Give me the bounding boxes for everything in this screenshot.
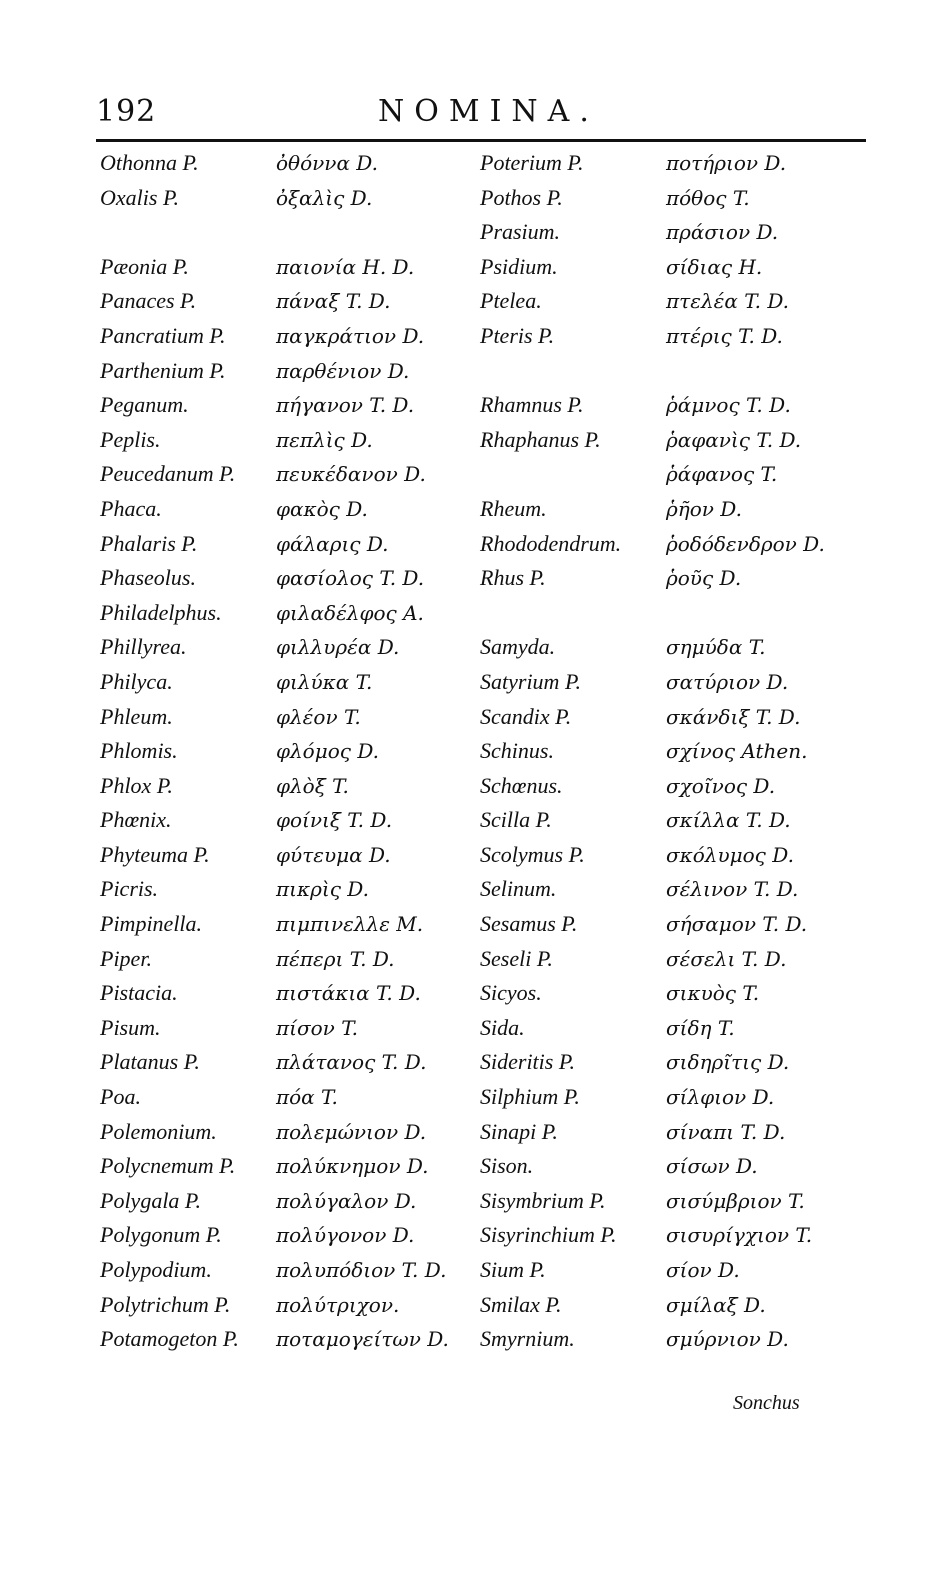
latin-name: Platanus P. bbox=[100, 1049, 200, 1075]
latin-name: Scolymus P. bbox=[480, 841, 585, 867]
greek-name: πάναξ T. D. bbox=[276, 289, 391, 314]
latin-name: Prasium. bbox=[480, 219, 561, 245]
entry-row bbox=[100, 838, 870, 873]
greek-name: σέσελι T. D. bbox=[666, 946, 787, 971]
entry-row bbox=[100, 250, 870, 285]
greek-name: φύτευμα D. bbox=[276, 842, 391, 867]
latin-name: Selinum. bbox=[480, 876, 557, 902]
entry-row bbox=[100, 803, 870, 838]
latin-name: Peucedanum P. bbox=[100, 461, 236, 487]
greek-name: πευκέδανον D. bbox=[276, 462, 426, 487]
greek-name: φακὸς D. bbox=[276, 496, 368, 521]
latin-name: Polemonium. bbox=[100, 1118, 217, 1144]
entry-row bbox=[100, 423, 870, 458]
greek-name: σίλφιον D. bbox=[666, 1085, 775, 1110]
entry-row bbox=[100, 1184, 870, 1219]
greek-name: φοίνιξ T. D. bbox=[276, 808, 393, 833]
latin-name: Philyca. bbox=[100, 668, 173, 694]
greek-name: σισυρίγχιον T. bbox=[666, 1223, 813, 1248]
greek-name: πολύγονον D. bbox=[276, 1223, 415, 1248]
greek-name: πόθος T. bbox=[666, 185, 750, 210]
latin-name: Philadelphus. bbox=[100, 599, 222, 625]
greek-name: σχίνος Athen. bbox=[666, 739, 808, 764]
entry-row bbox=[100, 1045, 870, 1080]
latin-name: Sium P. bbox=[480, 1257, 546, 1282]
greek-name: σχοῖνος D. bbox=[666, 773, 776, 798]
greek-name: ποταμογείτων D. bbox=[276, 1327, 449, 1352]
latin-name: Ptelea. bbox=[480, 288, 542, 314]
latin-name: Parthenium P. bbox=[100, 357, 226, 383]
greek-name: φάλαρις D. bbox=[276, 531, 389, 556]
entry-row bbox=[100, 1322, 870, 1357]
entry-row bbox=[100, 734, 870, 769]
greek-name: σμίλαξ D. bbox=[666, 1292, 766, 1317]
greek-name: φλὸξ T. bbox=[276, 773, 349, 798]
latin-name: Oxalis P. bbox=[100, 184, 180, 210]
entry-row bbox=[100, 354, 870, 389]
greek-name: φιλλυρέα D. bbox=[276, 635, 400, 660]
greek-name: σίναπι T. D. bbox=[666, 1119, 786, 1144]
page-number: 192 bbox=[96, 94, 157, 129]
latin-name: Sicyos. bbox=[480, 980, 542, 1006]
greek-name: ῥοδόδενδρον D. bbox=[666, 531, 825, 556]
greek-name: σκόλυμος D. bbox=[666, 842, 794, 867]
entry-row bbox=[100, 872, 870, 907]
greek-name: πιμπινελλε M. bbox=[276, 912, 424, 937]
latin-name: Poterium P. bbox=[480, 150, 584, 175]
greek-name: πολύκνημον D. bbox=[276, 1154, 429, 1179]
latin-name: Poa. bbox=[100, 1084, 141, 1110]
latin-name: Phalaris P. bbox=[100, 530, 198, 556]
greek-name: πράσιον D. bbox=[666, 220, 779, 245]
greek-name: σιδηρῖτις D. bbox=[666, 1050, 790, 1075]
entry-row bbox=[100, 146, 870, 181]
greek-name: σκάνδιξ T. D. bbox=[666, 704, 801, 729]
entry-row bbox=[100, 700, 870, 735]
latin-name: Seseli P. bbox=[480, 945, 553, 971]
latin-name: Othonna P. bbox=[100, 150, 199, 175]
latin-name: Phillyrea. bbox=[100, 634, 187, 660]
greek-name: παγκράτιον D. bbox=[276, 323, 425, 348]
greek-name: πολεμώνιον D. bbox=[276, 1119, 427, 1144]
greek-name: ῥῆον D. bbox=[666, 496, 742, 521]
latin-name: Sideritis P. bbox=[480, 1049, 575, 1075]
greek-name: σίσων D. bbox=[666, 1154, 758, 1179]
greek-name: ῥάμνος T. D. bbox=[666, 393, 791, 418]
greek-name: πίσον T. bbox=[276, 1015, 358, 1040]
greek-name: πόα T. bbox=[276, 1085, 338, 1110]
latin-name: Pteris P. bbox=[480, 322, 555, 348]
latin-name: Pancratium P. bbox=[100, 322, 226, 348]
greek-name: πτελέα T. D. bbox=[666, 289, 790, 314]
greek-name: ῥαφανὶς T. D. bbox=[666, 427, 802, 452]
greek-name: πολύγαλον D. bbox=[276, 1188, 417, 1213]
entry-row bbox=[100, 284, 870, 319]
latin-name: Pisum. bbox=[100, 1014, 161, 1040]
greek-name: πολύτριχον. bbox=[276, 1292, 400, 1317]
greek-name: σίδιας H. bbox=[666, 254, 763, 279]
greek-name: ποτήριον D. bbox=[666, 151, 787, 175]
entry-row bbox=[100, 319, 870, 354]
latin-name: Rhus P. bbox=[480, 565, 546, 591]
latin-name: Piper. bbox=[100, 945, 152, 971]
greek-name: φλόμος D. bbox=[276, 739, 379, 764]
latin-name: Pimpinella. bbox=[100, 911, 203, 937]
greek-name: πέπερι T. D. bbox=[276, 946, 395, 971]
entry-row bbox=[100, 561, 870, 596]
entry-row bbox=[100, 527, 870, 562]
latin-name: Picris. bbox=[100, 876, 159, 902]
entry-row bbox=[100, 976, 870, 1011]
latin-name: Rhododendrum. bbox=[480, 530, 622, 556]
latin-name: Phœnix. bbox=[100, 807, 172, 833]
greek-name: σίον D. bbox=[666, 1258, 740, 1282]
latin-name: Sisyrinchium P. bbox=[480, 1222, 617, 1248]
latin-name: Polygonum P. bbox=[100, 1222, 222, 1248]
greek-name: πιστάκια T. D. bbox=[276, 981, 421, 1006]
latin-name: Peganum. bbox=[100, 392, 189, 418]
greek-name: σκίλλα T. D. bbox=[666, 808, 791, 833]
entry-row bbox=[100, 1011, 870, 1046]
latin-name: Potamogeton P. bbox=[100, 1326, 239, 1352]
entry-row bbox=[100, 388, 870, 423]
entry-row bbox=[100, 1115, 870, 1150]
greek-name: σήσαμον T. D. bbox=[666, 912, 808, 937]
greek-name: σέλινον T. D. bbox=[666, 877, 799, 902]
entry-row bbox=[100, 907, 870, 942]
greek-name: φασίολος T. D. bbox=[276, 566, 425, 591]
latin-name: Phlomis. bbox=[100, 738, 178, 764]
greek-name: πολυπόδιον T. D. bbox=[276, 1258, 447, 1282]
greek-name: σίδη T. bbox=[666, 1015, 735, 1040]
entry-row bbox=[100, 1288, 870, 1323]
entry-row bbox=[100, 215, 870, 250]
entry-row bbox=[100, 596, 870, 631]
latin-name: Sinapi P. bbox=[480, 1118, 558, 1144]
greek-name: παρθένιον D. bbox=[276, 358, 410, 383]
greek-name: ῥάφανος T. bbox=[666, 462, 778, 487]
greek-name: πεπλὶς D. bbox=[276, 427, 373, 452]
greek-name: φιλύκα T. bbox=[276, 669, 373, 694]
greek-name: φλέον T. bbox=[276, 704, 361, 729]
latin-name: Schœnus. bbox=[480, 772, 563, 798]
latin-name: Phaca. bbox=[100, 495, 162, 521]
entry-row bbox=[100, 1218, 870, 1253]
latin-name: Polytrichum P. bbox=[100, 1291, 231, 1317]
latin-name: Phaseolus. bbox=[100, 565, 196, 591]
latin-name: Scandix P. bbox=[480, 703, 572, 729]
latin-name: Rhamnus P. bbox=[480, 392, 584, 418]
latin-name: Samyda. bbox=[480, 634, 556, 660]
latin-name: Sison. bbox=[480, 1153, 534, 1179]
entry-row bbox=[100, 492, 870, 527]
latin-name: Pothos P. bbox=[480, 184, 563, 210]
header-rule bbox=[96, 139, 866, 142]
latin-name: Silphium P. bbox=[480, 1084, 580, 1110]
latin-name: Polycnemum P. bbox=[100, 1153, 236, 1179]
entry-row bbox=[100, 1080, 870, 1115]
greek-name: σημύδα T. bbox=[666, 635, 766, 660]
running-head: NOMINA. bbox=[378, 94, 599, 129]
entry-row bbox=[100, 630, 870, 665]
entry-row bbox=[100, 181, 870, 216]
latin-name: Rhaphanus P. bbox=[480, 426, 601, 452]
latin-name: Panaces P. bbox=[100, 288, 197, 314]
latin-name: Psidium. bbox=[480, 253, 558, 279]
latin-name: Sisymbrium P. bbox=[480, 1187, 606, 1213]
latin-name: Satyrium P. bbox=[480, 668, 582, 694]
greek-name: πλάτανος T. D. bbox=[276, 1050, 427, 1075]
latin-name: Polypodium. bbox=[100, 1257, 212, 1282]
latin-name: Pæonia P. bbox=[100, 253, 189, 279]
latin-name: Phleum. bbox=[100, 703, 173, 729]
greek-name: ῥοῦς D. bbox=[666, 566, 742, 591]
catchword: Sonchus bbox=[733, 1392, 800, 1414]
latin-name: Smilax P. bbox=[480, 1291, 562, 1317]
entry-row bbox=[100, 665, 870, 700]
latin-name: Phlox P. bbox=[100, 772, 173, 798]
greek-name: ὀξαλὶς D. bbox=[276, 185, 373, 210]
latin-name: Pistacia. bbox=[100, 980, 178, 1006]
entry-row bbox=[100, 942, 870, 977]
greek-name: σμύρνιον D. bbox=[666, 1327, 789, 1352]
greek-name: φιλαδέλφος A. bbox=[276, 600, 424, 625]
greek-name: σικυὸς T. bbox=[666, 981, 760, 1006]
greek-name: πήγανον T. D. bbox=[276, 393, 415, 418]
greek-name: σατύριον D. bbox=[666, 669, 789, 694]
latin-name: Sesamus P. bbox=[480, 911, 578, 937]
greek-name: ὀθόννα D. bbox=[276, 151, 378, 175]
greek-name: πικρὶς D. bbox=[276, 877, 369, 902]
latin-name: Sida. bbox=[480, 1014, 525, 1040]
entry-row bbox=[100, 1253, 870, 1288]
latin-name: Scilla P. bbox=[480, 807, 552, 833]
nomenclature-list bbox=[100, 146, 870, 1357]
greek-name: πτέρις T. D. bbox=[666, 323, 783, 348]
entry-row bbox=[100, 1149, 870, 1184]
latin-name: Schinus. bbox=[480, 738, 554, 764]
latin-name: Rheum. bbox=[480, 495, 547, 521]
greek-name: σισύμβριον T. bbox=[666, 1188, 805, 1213]
greek-name: παιονία H. D. bbox=[276, 254, 415, 279]
entry-row bbox=[100, 769, 870, 804]
latin-name: Smyrnium. bbox=[480, 1326, 575, 1352]
entry-row bbox=[100, 457, 870, 492]
latin-name: Polygala P. bbox=[100, 1187, 202, 1213]
latin-name: Phyteuma P. bbox=[100, 841, 210, 867]
latin-name: Peplis. bbox=[100, 426, 161, 452]
